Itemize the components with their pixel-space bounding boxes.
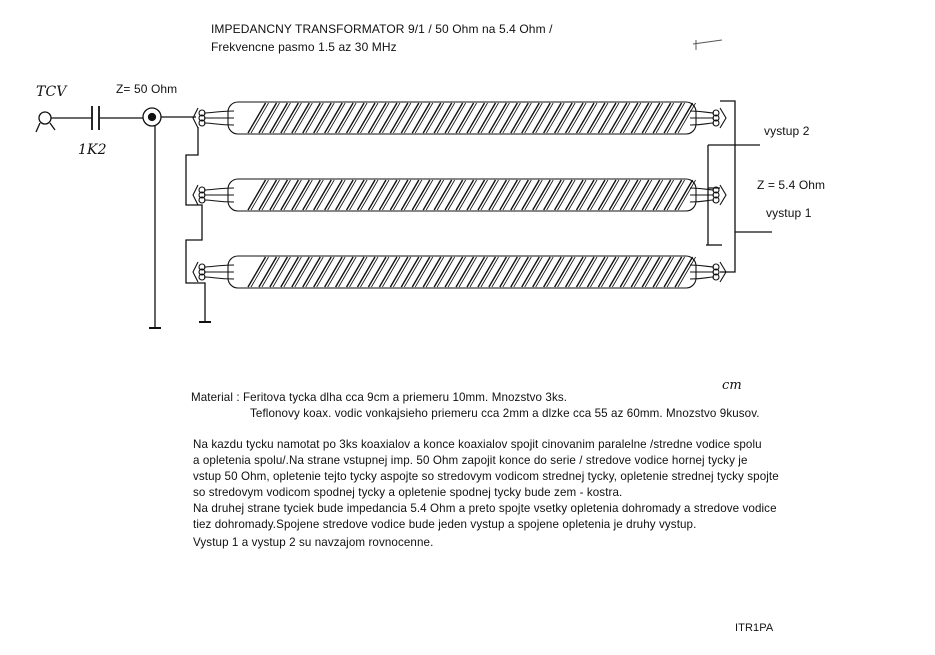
winding-turn [347, 257, 365, 287]
winding-turn [437, 180, 455, 210]
winding-turn [368, 103, 386, 133]
instructions-line-6: tiez dohromady.Spojene stredove vodice bude jeden vystup a spojene opletenia je druhy vystup. [193, 518, 697, 531]
winding-turn [653, 180, 671, 210]
winding-turn [361, 180, 379, 210]
junction-left [193, 262, 198, 282]
winding-turn [478, 257, 496, 287]
winding-turn [587, 257, 605, 287]
winding-turn [426, 180, 444, 210]
winding-turn [536, 103, 554, 133]
winding-turn [347, 103, 365, 133]
winding-turn [371, 257, 389, 287]
winding-turn [623, 180, 641, 210]
winding-turn [544, 180, 562, 210]
winding-turn [273, 257, 291, 287]
winding-turn [478, 180, 496, 210]
winding-turn [270, 103, 288, 133]
winding-turn [500, 103, 518, 133]
instructions-line-4: so stredovym vodicom spodnej tycky a opletenie spodnej tycky bude zem - kostra. [193, 486, 623, 499]
winding-turn [456, 103, 474, 133]
winding-turn [467, 103, 485, 133]
coax-lead-left [204, 265, 234, 267]
winding-turn [489, 257, 507, 287]
cm-annotation: cm [722, 378, 742, 393]
winding-turn [609, 103, 627, 133]
winding-turn [423, 103, 441, 133]
winding-turn [281, 180, 299, 210]
winding-turn [339, 180, 357, 210]
instructions-line-5: Na druhej strane tyciek bude impedancia 5.4 Ohm a preto spojte vsetky opletenia dohromady a stredove vodice [193, 502, 777, 515]
winding-turn [426, 257, 444, 287]
winding-turn [336, 103, 354, 133]
winding-turn [590, 257, 608, 287]
winding-turn [434, 180, 452, 210]
winding-turn [423, 257, 441, 287]
winding-turn [306, 257, 324, 287]
material-line-1: Material : Feritova tycka dlha cca 9cm a priemeru 10mm. Mnozstvo 3ks. [191, 391, 568, 404]
winding-turn [382, 103, 400, 133]
winding-turn [262, 103, 280, 133]
winding-turn [623, 103, 641, 133]
winding-turn [292, 257, 310, 287]
title-line-1: IMPEDANCNY TRANSFORMATOR 9/1 / 50 Ohm na 5.4 Ohm / [211, 22, 553, 36]
winding-turn [270, 180, 288, 210]
winding-turn [325, 180, 343, 210]
winding-turn [492, 257, 510, 287]
winding-turn [590, 180, 608, 210]
winding-turn [489, 180, 507, 210]
winding-turn [390, 180, 408, 210]
winding-turn [303, 180, 321, 210]
winding-turn [547, 103, 565, 133]
winding-turn [544, 103, 562, 133]
winding-turn [259, 180, 277, 210]
winding-turn [350, 103, 368, 133]
winding-turn [248, 103, 266, 133]
winding-turn [533, 180, 551, 210]
winding-turn [281, 103, 299, 133]
rod-top [193, 102, 726, 134]
winding-turn [587, 103, 605, 133]
winding-turn [404, 103, 422, 133]
winding-turn [404, 180, 422, 210]
winding-turn [404, 257, 422, 287]
winding-turn [609, 257, 627, 287]
winding-turn [645, 180, 663, 210]
winding-turn [525, 180, 543, 210]
winding-turn [555, 103, 573, 133]
rod-bottom [193, 256, 726, 288]
winding-turn [555, 257, 573, 287]
winding-turn [317, 103, 335, 133]
winding-turn [547, 180, 565, 210]
winding-turn [667, 257, 685, 287]
winding-turn [415, 103, 433, 133]
winding-turn [371, 180, 389, 210]
coax-lead-left [204, 111, 234, 113]
instructions-line-7: Vystup 1 a vystup 2 su navzajom rovnocenne. [193, 536, 434, 549]
winding-turn [675, 103, 693, 133]
winding-turn [620, 257, 638, 287]
winding-turn [467, 257, 485, 287]
winding-turn [281, 257, 299, 287]
winding-turn [555, 180, 573, 210]
winding-turn [434, 103, 452, 133]
winding-turn [317, 257, 335, 287]
instructions-line-2: a opletenia spolu/.Na strane vstupnej imp. 50 Ohm zapojit konce do serie / stredove vodice hornej tycky je [193, 454, 748, 467]
winding-turn [522, 257, 540, 287]
winding-turn [503, 180, 521, 210]
winding-turn [601, 180, 619, 210]
coax-lead-right [690, 265, 714, 267]
capacitor-label: 1K2 [78, 142, 107, 158]
coax-lead-right [690, 277, 714, 279]
winding-turn [601, 103, 619, 133]
coax-lead-left [204, 277, 234, 279]
winding-turn [358, 103, 376, 133]
output-impedance-label: Z = 5.4 Ohm [757, 178, 826, 192]
winding-turn [306, 180, 324, 210]
winding-turn [609, 180, 627, 210]
winding-turn [492, 103, 510, 133]
winding-turn [448, 180, 466, 210]
winding-turn [503, 257, 521, 287]
winding-turn [382, 257, 400, 287]
winding-turn [401, 257, 419, 287]
winding-turn [434, 257, 452, 287]
winding-turn [445, 257, 463, 287]
winding-turn [248, 257, 266, 287]
winding-turn [590, 103, 608, 133]
winding-turn [569, 180, 587, 210]
winding-turn [273, 103, 291, 133]
winding-turn [511, 257, 529, 287]
winding-turn [653, 257, 671, 287]
winding-turn [566, 257, 584, 287]
winding-turn [667, 103, 685, 133]
winding-turn [500, 257, 518, 287]
winding-turn [620, 180, 638, 210]
material-line-2: Teflonovy koax. vodic vonkajsieho priemeru cca 2mm a dlzke cca 55 az 60mm. Mnozstvo 9kusov. [250, 407, 760, 420]
winding-turn [664, 257, 682, 287]
winding-turn [489, 103, 507, 133]
winding-turn [514, 257, 532, 287]
winding-turn [270, 257, 288, 287]
winding-turn [459, 257, 477, 287]
winding-turn [620, 103, 638, 133]
winding-turn [393, 180, 411, 210]
coax-lead-right [690, 200, 714, 202]
winding-turn [536, 257, 554, 287]
winding-turn [601, 257, 619, 287]
winding-turn [445, 180, 463, 210]
winding-turn [642, 257, 660, 287]
winding-turn [273, 180, 291, 210]
coax-lead-left [204, 188, 234, 190]
winding-turn [514, 180, 532, 210]
winding-turn [292, 103, 310, 133]
winding-turn [448, 103, 466, 133]
winding-turn [361, 103, 379, 133]
winding-turn [292, 180, 310, 210]
winding-turn [328, 103, 346, 133]
winding-turn [566, 103, 584, 133]
winding-turn [478, 103, 496, 133]
winding-turn [598, 180, 616, 210]
winding-turn [558, 257, 576, 287]
winding-turn [401, 180, 419, 210]
series-wiring [186, 127, 205, 322]
coax-lead-left [204, 200, 234, 202]
input-name-label: TCV [36, 84, 67, 100]
winding-turn [612, 257, 630, 287]
winding-turn [295, 180, 313, 210]
winding-turn [317, 180, 335, 210]
winding-turn [347, 180, 365, 210]
winding-turn [339, 103, 357, 133]
winding-turn [382, 180, 400, 210]
winding-turn [503, 103, 521, 133]
winding-turn [295, 257, 313, 287]
winding-turn [251, 180, 269, 210]
winding-turn [577, 180, 595, 210]
coax-lead-right [690, 111, 714, 113]
winding-turn [580, 103, 598, 133]
winding-turn [456, 180, 474, 210]
winding-turn [390, 257, 408, 287]
winding-turn [522, 180, 540, 210]
winding-turn [325, 103, 343, 133]
winding-turn [259, 257, 277, 287]
winding-turn [350, 180, 368, 210]
winding-turn [514, 103, 532, 133]
winding-turn [511, 180, 529, 210]
winding-turn [415, 257, 433, 287]
winding-turn [437, 257, 455, 287]
winding-turn [470, 180, 488, 210]
winding-turn [336, 257, 354, 287]
winding-turn [314, 180, 332, 210]
junction-left [193, 185, 198, 205]
winding-turn [492, 180, 510, 210]
winding-turn [284, 180, 302, 210]
winding-turn [612, 103, 630, 133]
winding-turn [536, 180, 554, 210]
winding-turn [544, 257, 562, 287]
winding-turn [371, 103, 389, 133]
winding-turn [656, 180, 674, 210]
winding-turn [358, 257, 376, 287]
winding-turn [303, 257, 321, 287]
winding-turn [262, 180, 280, 210]
winding-turn [412, 180, 430, 210]
junction-right [720, 185, 726, 205]
winding-turn [667, 180, 685, 210]
winding-turn [393, 103, 411, 133]
winding-turn [481, 103, 499, 133]
winding-turn [284, 103, 302, 133]
winding-turn [634, 257, 652, 287]
winding-turn [339, 257, 357, 287]
winding-turn [645, 103, 663, 133]
winding-turn [259, 103, 277, 133]
winding-turn [448, 257, 466, 287]
winding-turn [580, 257, 598, 287]
winding-turn [328, 180, 346, 210]
winding-turn [598, 257, 616, 287]
winding-turn [325, 257, 343, 287]
winding-turn [379, 103, 397, 133]
winding-turn [368, 257, 386, 287]
winding-turn [284, 257, 302, 287]
input-connector-icon [39, 112, 51, 124]
winding-turn [459, 103, 477, 133]
winding-turn [642, 180, 660, 210]
winding-turn [314, 257, 332, 287]
winding-turn [481, 257, 499, 287]
winding-turn [587, 180, 605, 210]
winding-turn [336, 180, 354, 210]
winding-turn [361, 257, 379, 287]
winding-turn [303, 103, 321, 133]
winding-turn [653, 103, 671, 133]
winding-turn [580, 180, 598, 210]
winding-turn [631, 103, 649, 133]
winding-turn [631, 180, 649, 210]
winding-turn [522, 103, 540, 133]
rod-middle [193, 179, 726, 211]
winding-turn [675, 257, 693, 287]
winding-turn [569, 257, 587, 287]
winding-turn [467, 180, 485, 210]
coax-lead-left [204, 123, 234, 125]
winding-turn [459, 180, 477, 210]
winding-turn [675, 180, 693, 210]
winding-turn [445, 103, 463, 133]
winding-turn [426, 103, 444, 133]
winding-turn [262, 257, 280, 287]
winding-turn [481, 180, 499, 210]
winding-turn [533, 103, 551, 133]
winding-turn [656, 257, 674, 287]
winding-turn [566, 180, 584, 210]
winding-turn [511, 103, 529, 133]
winding-turn [358, 180, 376, 210]
winding-turn [577, 103, 595, 133]
winding-turn [577, 257, 595, 287]
winding-turn [664, 180, 682, 210]
winding-turn [401, 103, 419, 133]
output-1-label: vystup 1 [766, 206, 812, 220]
winding-turn [631, 257, 649, 287]
instructions-line-1: Na kazdu tycku namotat po 3ks koaxialov a konce koaxialov spojit cinovanim paralelne /stredne vodice spolu [193, 438, 762, 451]
input-impedance-label: Z= 50 Ohm [116, 82, 178, 96]
footer-code: ITR1PA [735, 622, 774, 634]
junction-left [193, 108, 198, 128]
winding-turn [642, 103, 660, 133]
winding-turn [598, 103, 616, 133]
title-line-2: Frekvencne pasmo 1.5 az 30 MHz [211, 40, 397, 54]
winding-turn [251, 257, 269, 287]
winding-turn [525, 257, 543, 287]
winding-turn [412, 103, 430, 133]
winding-turn [368, 180, 386, 210]
winding-turn [664, 103, 682, 133]
coax-lead-right [690, 123, 714, 125]
winding-turn [379, 257, 397, 287]
winding-turn [251, 103, 269, 133]
output-2-label: vystup 2 [764, 124, 810, 138]
winding-turn [533, 257, 551, 287]
winding-turn [645, 257, 663, 287]
winding-turn [558, 103, 576, 133]
winding-turn [412, 257, 430, 287]
winding-turn [612, 180, 630, 210]
winding-turn [306, 103, 324, 133]
winding-turn [456, 257, 474, 287]
winding-turn [350, 257, 368, 287]
winding-turn [558, 180, 576, 210]
winding-turn [569, 103, 587, 133]
junction-right [720, 108, 726, 128]
winding-turn [547, 257, 565, 287]
winding-turn [415, 180, 433, 210]
winding-turn [470, 257, 488, 287]
winding-turn [295, 103, 313, 133]
winding-turn [634, 103, 652, 133]
winding-turn [525, 103, 543, 133]
winding-turn [314, 103, 332, 133]
winding-turn [634, 180, 652, 210]
instructions-line-3: vstup 50 Ohm, opletenie tejto tycky aspojte so stredovym vodicom strednej tycky, opletenie strednej tycky spojte [193, 470, 779, 483]
winding-turn [623, 257, 641, 287]
winding-turn [470, 103, 488, 133]
winding-turn [656, 103, 674, 133]
winding-turn [500, 180, 518, 210]
winding-turn [437, 103, 455, 133]
winding-turn [328, 257, 346, 287]
winding-turn [379, 180, 397, 210]
winding-turn [423, 180, 441, 210]
winding-turn [248, 180, 266, 210]
winding-turn [390, 103, 408, 133]
winding-turn [393, 257, 411, 287]
